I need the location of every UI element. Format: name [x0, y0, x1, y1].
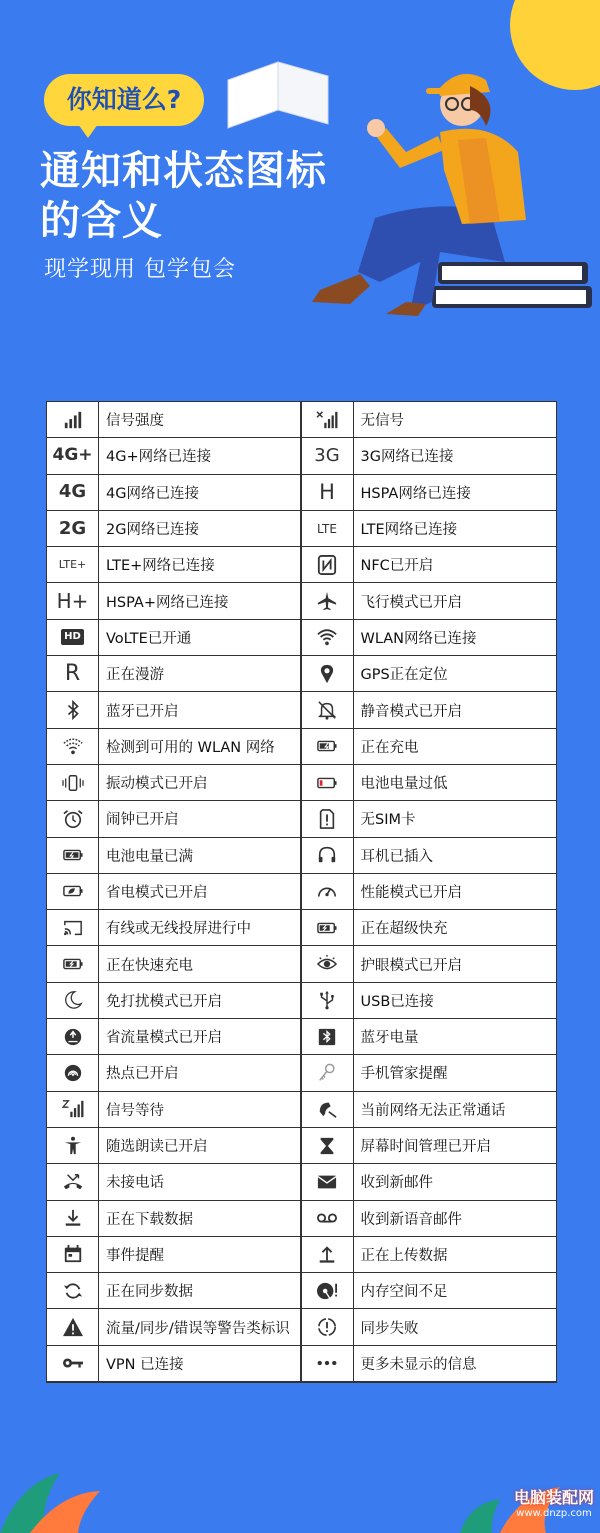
icon-description-left: 未接电话: [99, 1164, 302, 1200]
sync-failed-icon: [314, 1315, 340, 1339]
icon-description-right: 飞行模式已开启: [354, 583, 557, 619]
icon-cell: [302, 438, 354, 474]
icon-description-right: 护眼模式已开启: [354, 946, 557, 982]
usb-icon: [314, 988, 340, 1012]
icon-description-right: WLAN网络已连接: [354, 620, 557, 656]
warning-icon: [60, 1315, 86, 1339]
icon-cell: [47, 438, 99, 474]
icon-cell: [302, 1128, 354, 1164]
super-charge-icon: [314, 916, 340, 940]
icon-cell: [302, 656, 354, 692]
missed-call-icon: [60, 1170, 86, 1194]
icon-cell: [302, 983, 354, 1019]
icon-cell: [47, 1273, 99, 1309]
bluetooth-icon: [60, 698, 86, 722]
icon-description-left: 振动模式已开启: [99, 765, 302, 801]
roaming-icon: [60, 662, 86, 686]
icon-description-right: 正在超级快充: [354, 910, 557, 946]
vibrate-icon: [60, 771, 86, 795]
icon-description-right: 蓝牙电量: [354, 1019, 557, 1055]
icon-description-right: 电池电量过低: [354, 765, 557, 801]
icon-description-left: 4G网络已连接: [99, 475, 302, 511]
icon-cell: [302, 1092, 354, 1128]
battery-saver-icon: [60, 879, 86, 903]
icon-cell: [302, 1237, 354, 1273]
battery-charging-icon: [314, 734, 340, 758]
icon-description-right: 收到新邮件: [354, 1164, 557, 1200]
icon-description-left: 4G+网络已连接: [99, 438, 302, 474]
hspa-icon-text: H: [319, 479, 335, 504]
icon-cell: [47, 620, 99, 656]
hspa-icon: [314, 480, 340, 504]
bell-off-icon: [314, 698, 340, 722]
icon-cell: [47, 692, 99, 728]
icon-description-left: 电池电量已满: [99, 838, 302, 874]
wifi-icon: [314, 625, 340, 649]
icon-cell: [47, 946, 99, 982]
icon-description-right: 同步失败: [354, 1309, 557, 1345]
icon-description-left: VPN 已连接: [99, 1346, 302, 1382]
hspa-plus-icon-text: H+: [56, 589, 89, 614]
title-line-2: 的含义: [40, 198, 163, 244]
icon-description-right: 手机管家提醒: [354, 1055, 557, 1091]
nfc-icon: [314, 553, 340, 577]
sync-icon: [60, 1279, 86, 1303]
airplane-icon: [314, 589, 340, 613]
student-reading-illustration: [200, 40, 600, 340]
no-signal-icon: [314, 408, 340, 432]
icon-description-left: VoLTE已开通: [99, 620, 302, 656]
icon-cell: [302, 402, 354, 438]
icon-description-left: 正在下载数据: [99, 1201, 302, 1237]
icon-cell: [47, 1092, 99, 1128]
lte-icon-text: LTE: [317, 521, 337, 536]
moon-icon: [60, 988, 86, 1012]
icon-description-left: 检测到可用的 WLAN 网络: [99, 729, 302, 765]
alarm-clock-icon: [60, 807, 86, 831]
icon-cell: [47, 547, 99, 583]
3g-icon: [314, 444, 340, 468]
signal-strength-icon: [60, 408, 86, 432]
icon-meaning-table: [46, 401, 557, 1383]
icon-description-left: LTE+网络已连接: [99, 547, 302, 583]
2g-icon: [60, 517, 86, 541]
4g-plus-icon: [52, 444, 93, 468]
question-bubble: 你知道么?: [44, 74, 204, 126]
icon-description-left: 正在同步数据: [99, 1273, 302, 1309]
icon-description-right: 正在上传数据: [354, 1237, 557, 1273]
4g-plus-icon-text: 4G+: [52, 445, 93, 466]
icon-description-left: 免打扰模式已开启: [99, 983, 302, 1019]
location-pin-icon: [314, 662, 340, 686]
screen-cast-icon: [60, 916, 86, 940]
icon-description-left: 闹钟已开启: [99, 801, 302, 837]
roaming-icon-text: R: [64, 660, 81, 686]
title-line-1: 通知和状态图标: [40, 148, 327, 194]
icon-cell: [302, 1164, 354, 1200]
icon-cell: [302, 946, 354, 982]
icon-cell: [47, 838, 99, 874]
icon-cell: [47, 475, 99, 511]
icon-description-left: 信号强度: [99, 402, 302, 438]
icon-description-right: 无信号: [354, 402, 557, 438]
icon-cell: [47, 1128, 99, 1164]
icon-description-right: 正在充电: [354, 729, 557, 765]
icon-cell: [302, 1346, 354, 1382]
icon-description-right: 静音模式已开启: [354, 692, 557, 728]
icon-cell: [302, 620, 354, 656]
envelope-icon: [314, 1170, 340, 1194]
icon-cell: [302, 838, 354, 874]
icon-cell: [302, 1201, 354, 1237]
icon-cell: [302, 692, 354, 728]
icon-cell: [47, 801, 99, 837]
signal-waiting-icon: [60, 1097, 86, 1121]
icon-cell: [47, 1201, 99, 1237]
icon-cell: [47, 1055, 99, 1091]
hd-icon: [60, 625, 86, 649]
4g-icon: [60, 480, 86, 504]
hourglass-icon: [314, 1134, 340, 1158]
wifi-available-icon: [60, 734, 86, 758]
icon-cell: [47, 511, 99, 547]
icon-description-left: 事件提醒: [99, 1237, 302, 1273]
plant-decoration: [0, 1443, 600, 1533]
watermark-brand: 电脑装配网: [513, 1488, 594, 1507]
download-icon: [60, 1206, 86, 1230]
storage-low-icon: [314, 1279, 340, 1303]
icon-cell: [47, 1019, 99, 1055]
icon-cell: [47, 402, 99, 438]
icon-description-left: 2G网络已连接: [99, 511, 302, 547]
calendar-icon: [60, 1242, 86, 1266]
icon-description-right: 耳机已插入: [354, 838, 557, 874]
call-blocked-icon: [314, 1097, 340, 1121]
eye-comfort-icon: [314, 952, 340, 976]
voicemail-icon: [314, 1206, 340, 1230]
icon-cell: [47, 983, 99, 1019]
page-subtitle: 现学现用 包学包会: [44, 257, 236, 282]
icon-description-left: 有线或无线投屏进行中: [99, 910, 302, 946]
icon-description-right: 当前网络无法正常通话: [354, 1092, 557, 1128]
icon-description-left: 随选朗读已开启: [99, 1128, 302, 1164]
icon-description-left: 正在快速充电: [99, 946, 302, 982]
icon-description-right: LTE网络已连接: [354, 511, 557, 547]
icon-cell: [47, 874, 99, 910]
icon-description-right: 3G网络已连接: [354, 438, 557, 474]
icon-cell: [302, 547, 354, 583]
4g-icon-text: 4G: [58, 481, 87, 503]
vpn-key-icon: [60, 1351, 86, 1375]
key-icon: [314, 1061, 340, 1085]
icon-description-left: 省流量模式已开启: [99, 1019, 302, 1055]
icon-cell: [302, 583, 354, 619]
fast-charge-icon: [60, 952, 86, 976]
icon-cell: [302, 765, 354, 801]
icon-description-left: 蓝牙已开启: [99, 692, 302, 728]
watermark: [514, 1485, 594, 1519]
icon-description-right: 无SIM卡: [354, 801, 557, 837]
icon-description-right: USB已连接: [354, 983, 557, 1019]
icon-description-right: 性能模式已开启: [354, 874, 557, 910]
icon-cell: [302, 1309, 354, 1345]
hd-icon-text: HD: [61, 629, 84, 645]
2g-icon-text: 2G: [58, 517, 87, 539]
icon-cell: [302, 1055, 354, 1091]
icon-description-right: NFC已开启: [354, 547, 557, 583]
icon-cell: [47, 1237, 99, 1273]
data-saver-icon: [60, 1025, 86, 1049]
icon-description-right: 屏幕时间管理已开启: [354, 1128, 557, 1164]
icon-cell: [47, 910, 99, 946]
icon-description-right: 内存空间不足: [354, 1273, 557, 1309]
icon-cell: [47, 583, 99, 619]
icon-cell: [47, 1346, 99, 1382]
icon-description-right: 更多未显示的信息: [354, 1346, 557, 1382]
icon-description-left: 省电模式已开启: [99, 874, 302, 910]
icon-cell: [302, 874, 354, 910]
icon-cell: [302, 511, 354, 547]
no-sim-icon: [314, 807, 340, 831]
watermark-url: www.dnzp.com: [516, 1508, 592, 1519]
icon-description-right: GPS正在定位: [354, 656, 557, 692]
lte-plus-icon-text: LTE+: [58, 558, 87, 572]
icon-description-right: 收到新语音邮件: [354, 1201, 557, 1237]
icon-cell: [47, 765, 99, 801]
icon-cell: [47, 729, 99, 765]
hotspot-icon: [60, 1061, 86, 1085]
more-dots-icon: [314, 1351, 340, 1375]
icon-cell: [302, 475, 354, 511]
icon-cell: [302, 729, 354, 765]
upload-icon: [314, 1242, 340, 1266]
3g-icon-text: 3G: [314, 444, 340, 466]
speedometer-icon: [314, 879, 340, 903]
icon-description-left: 流量/同步/错误等警告类标识: [99, 1309, 302, 1345]
bluetooth-battery-icon: [314, 1025, 340, 1049]
icon-description-left: 信号等待: [99, 1092, 302, 1128]
icon-description-left: HSPA+网络已连接: [99, 583, 302, 619]
icon-description-right: HSPA网络已连接: [354, 475, 557, 511]
icon-cell: [302, 801, 354, 837]
hspa-plus-icon: [56, 589, 89, 614]
icon-cell: [302, 1273, 354, 1309]
icon-cell: [302, 1019, 354, 1055]
icon-cell: [302, 910, 354, 946]
accessibility-icon: [60, 1134, 86, 1158]
lte-plus-icon: [60, 553, 86, 577]
icon-cell: [47, 656, 99, 692]
icon-description-left: 热点已开启: [99, 1055, 302, 1091]
lte-icon: [314, 517, 340, 541]
headphones-icon: [314, 843, 340, 867]
icon-description-left: 正在漫游: [99, 656, 302, 692]
battery-full-icon: [60, 843, 86, 867]
icon-cell: [47, 1309, 99, 1345]
battery-low-icon: [314, 771, 340, 795]
icon-cell: [47, 1164, 99, 1200]
